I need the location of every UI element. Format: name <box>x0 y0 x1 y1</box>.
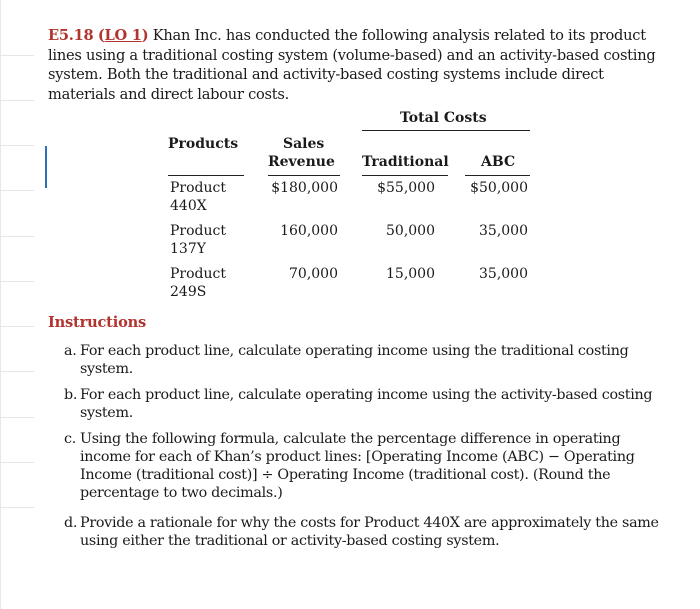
instructions-heading: Instructions <box>48 314 147 331</box>
problem-text: Khan Inc. has conducted the following analysis related to its product lines using a traditional costing system (volume-based) and an activity-based costing system. Both the traditional and activity-based costing systems include direct materials and direct labour costs. <box>48 27 656 103</box>
row3-product-line1: Product <box>170 266 226 282</box>
gutter-tick <box>0 100 34 101</box>
gutter-tick <box>0 417 34 418</box>
margin-marker <box>45 146 47 188</box>
gutter-tick <box>0 281 34 282</box>
gutter-tick <box>0 55 34 56</box>
instruction-label: d. <box>64 515 78 531</box>
row3-abc: 35,000 <box>479 266 528 282</box>
col-header-traditional: Traditional <box>362 154 449 170</box>
col-header-sales-line2: Revenue <box>268 154 335 170</box>
gutter-tick <box>0 190 34 191</box>
gutter-tick <box>0 462 34 463</box>
instruction-text: For each product line, calculate operating income using the activity-based costing system. <box>80 387 653 421</box>
group-header-rule <box>362 130 530 131</box>
group-header-total-costs: Total Costs <box>400 110 487 126</box>
col-rule-traditional <box>362 175 448 176</box>
gutter-tick <box>0 326 34 327</box>
row1-traditional: $55,000 <box>377 180 435 196</box>
instruction-text: For each product line, calculate operating income using the traditional costing system. <box>80 343 629 377</box>
instruction-item-d <box>64 514 664 550</box>
row2-abc: 35,000 <box>479 223 528 239</box>
instruction-text: Using the following formula, calculate the percentage difference in operating income for each of Khan’s product lines: [Operating Income (ABC) − Operating Income (traditional cost)] ÷ Operating Income (traditional cost). (Round the percentage to two decimals.) <box>80 431 635 501</box>
col-header-abc: ABC <box>481 154 516 170</box>
instruction-label: a. <box>64 343 77 359</box>
learning-objective-link[interactable]: LO 1 <box>104 27 142 44</box>
gutter-tick <box>0 145 34 146</box>
page-gutter <box>0 0 1 609</box>
row2-sales: 160,000 <box>280 223 338 239</box>
row3-product-line2: 249S <box>170 284 207 300</box>
row1-product-line2: 440X <box>170 198 207 214</box>
col-rule-sales <box>268 175 340 176</box>
instruction-item-c <box>64 430 664 502</box>
lo-paren-open: ( <box>97 27 105 44</box>
gutter-tick <box>0 236 34 237</box>
instruction-text: Provide a rationale for why the costs for Product 440X are approximately the same using either the traditional or activity-based costing system. <box>80 515 659 549</box>
col-rule-abc <box>465 175 530 176</box>
problem-statement <box>48 26 668 104</box>
row2-product-line2: 137Y <box>170 241 206 257</box>
row2-traditional: 50,000 <box>386 223 435 239</box>
instruction-item-b <box>64 386 664 422</box>
row1-abc: $50,000 <box>470 180 528 196</box>
row1-product-line1: Product <box>170 180 226 196</box>
gutter-tick <box>0 507 34 508</box>
row2-product-line1: Product <box>170 223 226 239</box>
row3-sales: 70,000 <box>289 266 338 282</box>
gutter-tick <box>0 371 34 372</box>
row1-sales: $180,000 <box>271 180 338 196</box>
instruction-label: b. <box>64 387 78 403</box>
instruction-label: c. <box>64 431 76 447</box>
col-rule-products <box>168 175 244 176</box>
problem-number: E5.18 <box>48 27 94 44</box>
instruction-item-a <box>64 342 664 378</box>
row3-traditional: 15,000 <box>386 266 435 282</box>
col-header-sales-line1: Sales <box>283 136 325 152</box>
col-header-products: Products <box>168 136 239 152</box>
lo-paren-close: ) <box>141 27 149 44</box>
